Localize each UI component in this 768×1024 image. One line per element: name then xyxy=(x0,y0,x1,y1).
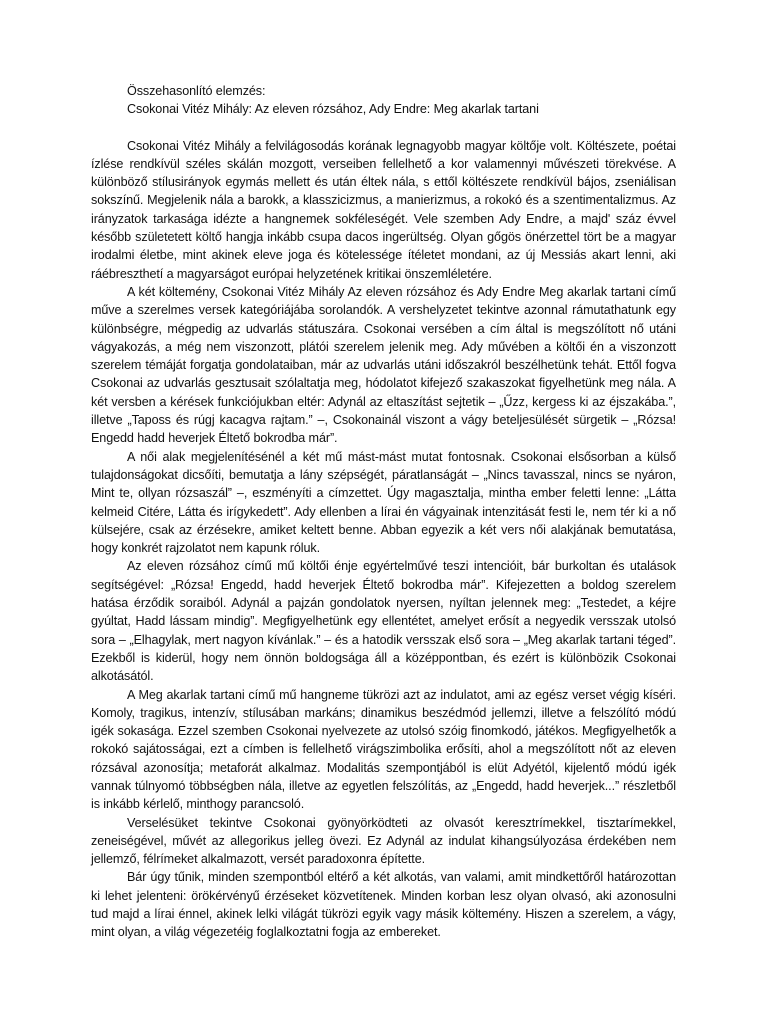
paragraph-intentions: Az eleven rózsához című mű költői énje egyértelművé teszi intencióit, bár burkoltan és utalások segítségével: „Rózsa! Engedd, hadd heverjek Éltető bokrodba már”. Kifejezetten a boldog szerelem hatása érződik soraiból. Adynál a pajzán gondolatok nyersen, nyíltan jelennek meg: „Testedet, a kéjre gyúltat, Hadd lássam mindig”. Megfigyelhetünk egy ellentétet, amelyet erősít a negyedik versszak utolsó sora – „Elhagylak, mert nagyon kívánlak.” – és a hatodik versszak első sora – „Meg akarlak tartani téged”. Ezekből is kiderül, hogy nem önnön boldogsága áll a középpontban, és ezért is különbözik Csokonai alkotásától. xyxy=(91,559,676,684)
paragraph-versification: Verselésüket tekintve Csokonai gyönyörködteti az olvasót keresztrímekkel, tisztarímekkel, zeneiségével, művét az allegorikus jelleg övezi. Ez Adynál az indulat kihangsúlyozása érdekében nem jellemző, félrímeket alkalmazott, versét paradoxonra építette. xyxy=(91,815,676,867)
paragraph-female-figure: A női alak megjelenítésénél a két mű mást-mást mutat fontosnak. Csokonai elsősorban a külső tulajdonságokat dicsőíti, bemutatja a lány szépségét, páratlanságát – „Nincs tavasszal, nincs se nyáron, Mint te, ollyan rózsaszál” –, eszményíti a címzettet. Úgy magasztalja, mintha ember feletti lenne: „Látta kelmeid Citére, Látta és irígykedett”. Ady ellenben a lírai én vágyainak intenzitását festi le, nem tér ki a nő külsejére, csak az érzésekre, amiket keltett benne. Abban egyezik a két vers női alakjának bemutatása, hogy konkrét rajzolatot nem kapunk róluk. xyxy=(91,449,676,556)
document-body xyxy=(91,82,676,942)
paragraph-conclusion: Bár úgy tűnik, minden szempontból eltérő a két alkotás, van valami, amit mindkettőről határozottan ki lehet jelenteni: örökérvényű érzéseket közvetítenek. Minden korban lesz olyan olvasó, aki azonosulni tud majd a lírai énnel, akinek lelki világát tükrözi egyik vagy másik költemény. Hiszen a szerelem, a vágy, mint olyan, a világ végezetéig foglalkoztatni fogja az embereket. xyxy=(91,870,676,940)
document-heading-line-1: Összehasonlító elemzés: xyxy=(127,84,266,98)
document-heading-line-2: Csokonai Vitéz Mihály: Az eleven rózsához, Ady Endre: Meg akarlak tartani xyxy=(127,102,539,117)
heading-spacer xyxy=(91,119,676,137)
paragraph-intro: Csokonai Vitéz Mihály a felvilágosodás korának legnagyobb magyar költője volt. Költészete, poétai ízlése rendkívül széles skálán mozgott, verseiben fellelhető a kor valamennyi művészeti törekvése. A különböző stílusirányok egymás mellett és után éltek nála, s ettől költészete rendkívül bájos, zseniálisan sokszínű. Megjelenik nála a barokk, a klasszicizmus, a manierizmus, a rokokó és a szentimentalizmus. Az irányzatok tarkasága idézte a hangnemek sokféleségét. Vele szemben Ady Endre, a majd' száz évvel később születetett költő hangja inkább csupa dacos ingerültség. Olyan gőgös önérzettel tört be a magyar irodalmi életbe, mint akinek eleve joga és kötelessége ítéletet mondani, az új Messiás akart lenni, aki ráébreszthetí a magyarságot európai helyzetének kritikai önszemléletére. xyxy=(91,138,676,281)
paragraph-tone: A Meg akarlak tartani című mű hangneme tükrözi azt az indulatot, ami az egész verset végig kíséri. Komoly, tragikus, intenzív, stílusában markáns; dinamikus beszédmód jellemzi, illetve a felszólító módú igék sokasága. Ezzel szemben Csokonai nyelvezete az utolsó szóig finomkodó, játékos. Megfigyelhetők a rokokó sajátosságai, ezt a címben is fellelhető virágszimbolika erősíti, ahol a megszólított nőt az eleven rózsával azonosítja; metaforát alkalmaz. Modalitás szempontjából is elüt Adyétól, kijelentő módú igék vannak túlnyomó többségben nála, illetve az egyetlen felszólítás, az „Engedd, hadd heverjek...” részletből is inkább kérlelő, minthogy parancsoló. xyxy=(91,687,676,812)
paragraph-situation: A két költemény, Csokonai Vitéz Mihály Az eleven rózsához és Ady Endre Meg akarlak tartani című műve a szerelmes versek kategóriájába sorolandók. A vershelyzetet tekintve azonnal rámutathatunk egy különbségre, mégpedig az udvarlás státuszára. Csokonai versében a cím által is megszólított nő utáni vágyakozás, a még nem viszonzott, plátói szerelem jelenik meg. Ady művében a költői én a viszonzott szerelem témáját forgatja gondolataiban, már az udvarlás utáni időszakról beszélhetünk tehát. Ettől fogva Csokonai az udvarlás gesztusait szólaltatja meg, hódolatot kifejező szakaszokat figyelhetünk meg nála. A két versben a kérések funkciójukban eltér: Adynál az eltaszítást sejtetik – „Űzz, kergess ki az éjszakába.”, illetve „Taposs és rúgj kacagva rajtam.” –, Csokonainál viszont a vágy beteljesülését sürgetik – „Rózsa! Engedd hadd heverjek Éltető bokrodba már”. xyxy=(91,284,676,446)
